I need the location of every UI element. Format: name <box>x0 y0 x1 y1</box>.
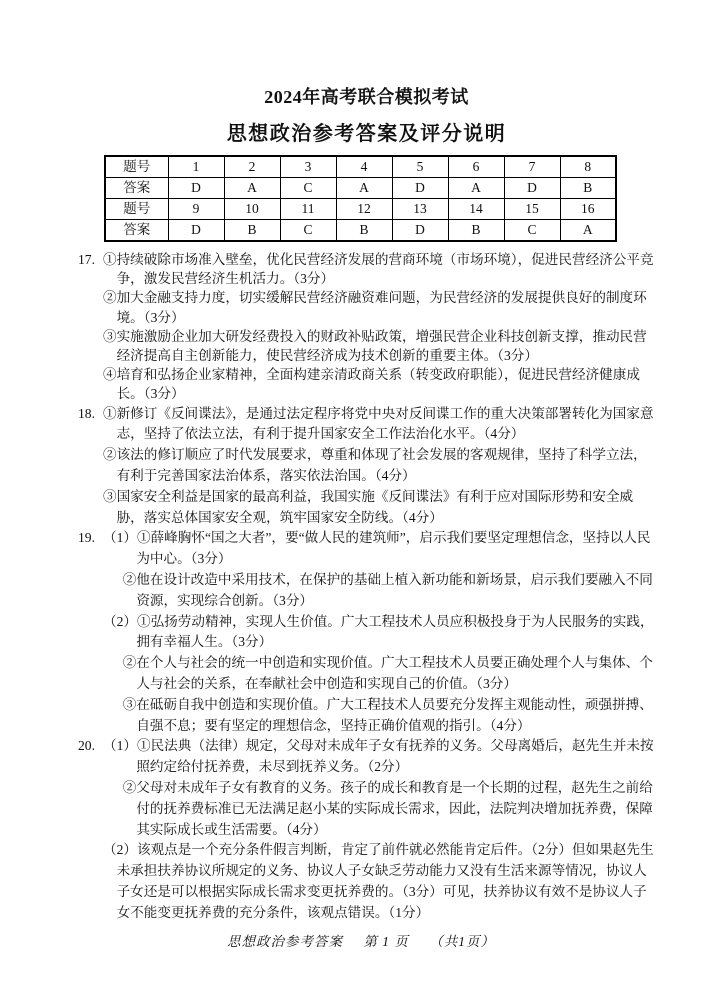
answer-block: ②父母对未成年子女有教育的义务。孩子的成长和教育是一个长期的过程，赵先生之前给付的抚养费标准已无法满足赵小某的实际成长需求，因此，法院判决增加抚养费，保障其实际成长或生活需要。（4分） <box>122 779 653 837</box>
answer-block: ③实施激励企业加大研发经费投入的财政补贴政策，增强民营企业科技创新支撑，推动民营经济提高自主创新能力，使民营经济成为技术创新的重要主体。（3分） <box>103 328 647 364</box>
answer-table-cell: 2 <box>224 156 280 178</box>
answer-table-cell: D <box>168 178 224 199</box>
questions <box>78 250 655 924</box>
answer-table-cell: 16 <box>560 199 616 220</box>
answer-table-cell: D <box>504 178 560 199</box>
question-body <box>103 736 655 923</box>
answer-block: （1）①民法典（法律）规定，父母对未成年子女有抚养的义务。父母离婚后，赵先生并未按照约定给付抚养费，未尽到抚养义务。（2分） <box>103 738 654 775</box>
question-number: 17. <box>78 252 95 267</box>
answer-table-cell: A <box>448 178 504 199</box>
answer-table-cell: 8 <box>560 156 616 178</box>
answer-table-cell: 10 <box>224 199 280 220</box>
answer-table-row <box>105 220 616 242</box>
answer-table-cell: 12 <box>336 199 392 220</box>
answer-table-cell: 6 <box>448 156 504 178</box>
answer-block: （2）①弘扬劳动精神，实现人生价值。广大工程技术人员应积极投身于为人民服务的实践，拥有幸福人生。（3分） <box>103 613 654 650</box>
answer-table-cell: A <box>560 220 616 242</box>
answer-block: ①持续破除市场准入壁垒，优化民营经济发展的营商环境（市场环境），促进民营经济公平竞争，激发民营经济生机活力。（3分） <box>103 252 654 287</box>
answer-table-cell: B <box>336 220 392 242</box>
question <box>78 736 655 923</box>
question <box>78 404 655 529</box>
answer-table-cell: C <box>280 220 336 242</box>
answer-table-label-cell: 题号 <box>105 199 168 220</box>
answer-table-cell: 5 <box>392 156 448 178</box>
answer-block: ②他在设计改造中采用技术，在保护的基础上植入新功能和新场景，启示我们要融入不同资源，实现综合创新。（3分） <box>122 572 653 608</box>
answer-table-label-cell: 答案 <box>105 220 168 242</box>
answer-block: ②加大金融支持力度，切实缓解民营经济融资难问题，为民营经济的发展提供良好的制度环境。（3分） <box>103 290 647 325</box>
answer-block: ②该法的修订顺应了时代发展要求，尊重和体现了社会发展的客观规律，坚持了科学立法，有利于完善国家法治体系，落实依法治国。（4分） <box>103 447 647 484</box>
answer-block: ①新修订《反间谍法》，是通过法定程序将党中央对反间谍工作的重大决策部署转化为国家意志，坚持了依法立法，有利于提升国家安全工作法治化水平。（4分） <box>103 405 654 442</box>
answer-table-row <box>105 156 616 178</box>
answer-table-label-cell: 题号 <box>105 156 168 178</box>
page-title-line1: 2024年高考联合模拟考试 <box>264 87 469 107</box>
answer-block: ③国家安全利益是国家的最高利益，我国实施《反间谍法》有利于应对国际形势和安全威胁，落实总体国家安全观，筑牢国家安全防线。（4分） <box>103 488 634 525</box>
answer-table-cell: B <box>560 178 616 199</box>
answer-block: ②在个人与社会的统一中创造和实现价值。广大工程技术人员要正确处理个人与集体、个人与社会的关系，在奉献社会中创造和实现自己的价值。（3分） <box>122 655 653 691</box>
page-footer <box>0 933 722 951</box>
answer-table-cell: 7 <box>504 156 560 178</box>
answer-table-cell: 9 <box>168 199 224 220</box>
answer-table-row <box>105 199 616 220</box>
answer-table-cell: 13 <box>392 199 448 220</box>
answer-table-cell: 3 <box>280 156 336 178</box>
answer-table-cell: A <box>224 178 280 199</box>
answer-block: （2）该观点是一个充分条件假言判断，肯定了前件就必然能肯定后件。（2分）但如果赵先生未承担扶养协议所规定的义务、协议人子女缺乏劳动能力又没有生活来源等情况，协议人子女还是可以根据实际成长需求变更抚养费的。（3分）可见，扶养协议有效不是协议人子女不能变更抚养费的充分条件，该观点错误。（1分） <box>103 842 654 920</box>
footer-total-pages: （共1页） <box>429 934 495 949</box>
question <box>78 250 655 404</box>
answer-table-cell: A <box>336 178 392 199</box>
answer-table-row <box>105 178 616 199</box>
answer-table-cell: 14 <box>448 199 504 220</box>
question-body <box>103 404 655 529</box>
answer-table-cell: D <box>392 220 448 242</box>
answer-table-cell: 1 <box>168 156 224 178</box>
answer-table-cell: 4 <box>336 156 392 178</box>
question <box>78 528 655 736</box>
answer-block: ③在砥砺自我中创造和实现价值。广大工程技术人员要充分发挥主观能动性，顽强拼搏、自强不息；要有坚定的理想信念，坚持正确价值观的指引。（4分） <box>122 696 653 733</box>
answer-block: ④培育和弘扬企业家精神，全面构建亲清政商关系（转变政府职能），促进民营经济健康成长。（3分） <box>103 367 640 402</box>
footer-page-number: 第 1 页 <box>363 934 409 949</box>
footer-doc-title: 思想政治参考答案 <box>227 934 343 949</box>
question-number: 19. <box>78 530 95 546</box>
question-number: 18. <box>78 405 95 421</box>
answer-key-table <box>104 155 617 242</box>
answer-table-cell: 15 <box>504 199 560 220</box>
page-title-line2: 思想政治参考答案及评分说明 <box>226 123 507 145</box>
answer-table-cell: D <box>392 178 448 199</box>
question-body <box>103 250 655 404</box>
answer-table-label-cell: 答案 <box>105 178 168 199</box>
question-body <box>103 528 655 736</box>
answer-table-cell: 11 <box>280 199 336 220</box>
answer-table-cell: C <box>280 178 336 199</box>
answer-table-cell: C <box>504 220 560 242</box>
question-number: 20. <box>78 738 95 754</box>
answer-table-cell: B <box>224 220 280 242</box>
answer-table-cell: B <box>448 220 504 242</box>
answer-table-cell: D <box>168 220 224 242</box>
document-content <box>78 0 655 924</box>
answer-block: （1）①薛峰胸怀“国之大者”，要“做人民的建筑师”，启示我们要坚定理想信念，坚持以人民为中心。（3分） <box>103 530 651 567</box>
